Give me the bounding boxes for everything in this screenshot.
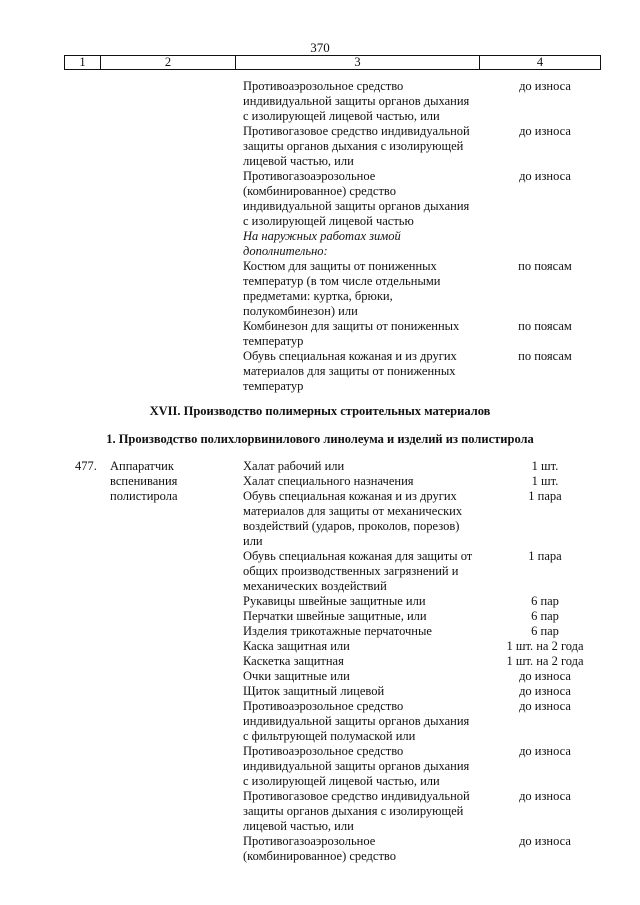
entry-item-text xyxy=(243,699,493,744)
entry-item-line: индивидуальной защиты органов дыхания xyxy=(243,759,470,773)
entry-item-text xyxy=(243,459,493,474)
entry-item-norm: 1 шт. на 2 года xyxy=(506,654,584,668)
entry-item-norm: до износа xyxy=(519,789,571,803)
entry-item-norm: 1 шт. на 2 года xyxy=(506,639,584,653)
entry-item-text xyxy=(243,789,493,834)
entry-item-line: Халат специального назначения xyxy=(243,474,414,488)
continuation-item-text xyxy=(243,229,493,259)
entry-item-line: Каска защитная или xyxy=(243,639,350,653)
entry-item-line: Очки защитные или xyxy=(243,669,350,683)
continuation-item-norm: по поясам xyxy=(518,319,572,333)
entry-item-line: Каскетка защитная xyxy=(243,654,344,668)
entry-item-line: с изолирующей лицевой частью, или xyxy=(243,774,440,788)
entry-item-norm: 6 пар xyxy=(531,609,559,623)
entry-item-norm: 1 шт. xyxy=(531,474,559,488)
entry-profession-line: вспенивания xyxy=(110,474,178,488)
entry-profession-line: Аппаратчик xyxy=(110,459,174,473)
continuation-item-line: предметами: куртка, брюки, xyxy=(243,289,393,303)
continuation-item-line: (комбинированное) средство xyxy=(243,184,396,198)
continuation-item-line: материалов для защиты от пониженных xyxy=(243,364,456,378)
continuation-item-line: температур (в том числе отдельными xyxy=(243,274,441,288)
continuation-item-line: Комбинезон для защиты от пониженных xyxy=(243,319,460,333)
continuation-item-norm: до износа xyxy=(519,169,571,183)
entry-item-text xyxy=(243,609,493,624)
entry-item-text xyxy=(243,624,493,639)
continuation-item-line: Противогазовое средство индивидуальной xyxy=(243,124,470,138)
entry-item-line: (комбинированное) средство xyxy=(243,849,396,863)
entry-item-norm: до износа xyxy=(519,699,571,713)
entry-item-norm: 6 пар xyxy=(531,624,559,638)
entry-item-line: воздействий (ударов, проколов, порезов) xyxy=(243,519,460,533)
entry-item-line: Щиток защитный лицевой xyxy=(243,684,385,698)
entry-profession-line: полистирола xyxy=(110,489,178,503)
header-col-4: 4 xyxy=(536,55,544,69)
entry-item-line: Перчатки швейные защитные, или xyxy=(243,609,427,623)
entry-item-line: Изделия трикотажные перчаточные xyxy=(243,624,432,638)
continuation-item-line: с изолирующей лицевой частью xyxy=(243,214,414,228)
continuation-item-text xyxy=(243,169,493,229)
header-col-2: 2 xyxy=(101,56,236,69)
entry-item-text xyxy=(243,489,493,549)
entry-item-text xyxy=(243,474,493,489)
continuation-item-line: лицевой частью, или xyxy=(243,154,354,168)
entry-item-line: Рукавицы швейные защитные или xyxy=(243,594,426,608)
entry-item-line: Противогазоаэрозольное xyxy=(243,834,376,848)
entry-item-line: защиты органов дыхания с изолирующей xyxy=(243,804,464,818)
entry-item-line: материалов для защиты от механических xyxy=(243,504,463,518)
entry-item-text xyxy=(243,744,493,789)
entry-item-line: индивидуальной защиты органов дыхания xyxy=(243,714,470,728)
continuation-item-line: дополнительно: xyxy=(243,244,328,258)
entry-number: 477. xyxy=(75,459,97,473)
entry-item-line: Противогазовое средство индивидуальной xyxy=(243,789,470,803)
table-header-row xyxy=(64,55,601,70)
entry-item-line: Обувь специальная кожаная для защиты от xyxy=(243,549,473,563)
continuation-item-line: Противоаэрозольное средство xyxy=(243,79,404,93)
continuation-item-norm: по поясам xyxy=(518,259,572,273)
entry-item-text xyxy=(243,684,493,699)
continuation-item-text xyxy=(243,319,493,349)
entry-item-line: Противоаэрозольное средство xyxy=(243,699,404,713)
continuation-item-line: Противогазоаэрозольное xyxy=(243,169,376,183)
subsection-heading: 1. Производство полихлорвинилового линолеума и изделий из полистирола xyxy=(106,432,534,446)
entry-item-line: с фильтрующей полумаской или xyxy=(243,729,416,743)
entry-item-norm: до износа xyxy=(519,669,571,683)
continuation-item-text xyxy=(243,349,493,394)
entry-item-line: механических воздействий xyxy=(243,579,387,593)
continuation-item-line: индивидуальной защиты органов дыхания xyxy=(243,94,470,108)
entry-item-norm: 1 пара xyxy=(528,489,562,503)
continuation-item-line: с изолирующей лицевой частью, или xyxy=(243,109,440,123)
page-number: 370 xyxy=(310,40,330,55)
entry-item-text xyxy=(243,549,493,594)
entry-item-line: Противоаэрозольное средство xyxy=(243,744,404,758)
entry-item-text xyxy=(243,654,493,669)
continuation-item-line: На наружных работах зимой xyxy=(243,229,401,243)
section-heading: XVII. Производство полимерных строительных материалов xyxy=(149,404,491,418)
entry-item-text xyxy=(243,669,493,684)
entry-item-norm: 6 пар xyxy=(531,594,559,608)
entry-item-line: Халат рабочий или xyxy=(243,459,345,473)
entry-item-norm: 1 пара xyxy=(528,549,562,563)
continuation-item-line: индивидуальной защиты органов дыхания xyxy=(243,199,470,213)
continuation-item-line: полукомбинезон) или xyxy=(243,304,358,318)
entry-item-line: Обувь специальная кожаная и из других xyxy=(243,489,457,503)
entry-item-norm: 1 шт. xyxy=(531,459,559,473)
continuation-item-text xyxy=(243,79,493,124)
entry-profession xyxy=(110,459,230,504)
entry-item-line: лицевой частью, или xyxy=(243,819,354,833)
entry-item-text xyxy=(243,834,493,864)
entry-item-line: или xyxy=(243,534,263,548)
continuation-item-line: температур xyxy=(243,379,304,393)
continuation-item-line: защиты органов дыхания с изолирующей xyxy=(243,139,464,153)
header-col-3: 3 xyxy=(236,56,480,69)
header-col-1: 1 xyxy=(65,56,101,69)
entry-item-norm: до износа xyxy=(519,684,571,698)
continuation-item-norm: до износа xyxy=(519,79,571,93)
entry-item-norm: до износа xyxy=(519,744,571,758)
continuation-item-norm: по поясам xyxy=(518,349,572,363)
entry-item-line: общих производственных загрязнений и xyxy=(243,564,459,578)
entry-item-text xyxy=(243,639,493,654)
continuation-item-text xyxy=(243,259,493,319)
continuation-item-line: Обувь специальная кожаная и из других xyxy=(243,349,457,363)
continuation-item-text xyxy=(243,124,493,169)
entry-item-norm: до износа xyxy=(519,834,571,848)
entry-item-text xyxy=(243,594,493,609)
continuation-item-line: Костюм для защиты от пониженных xyxy=(243,259,437,273)
continuation-item-norm: до износа xyxy=(519,124,571,138)
continuation-item-line: температур xyxy=(243,334,304,348)
